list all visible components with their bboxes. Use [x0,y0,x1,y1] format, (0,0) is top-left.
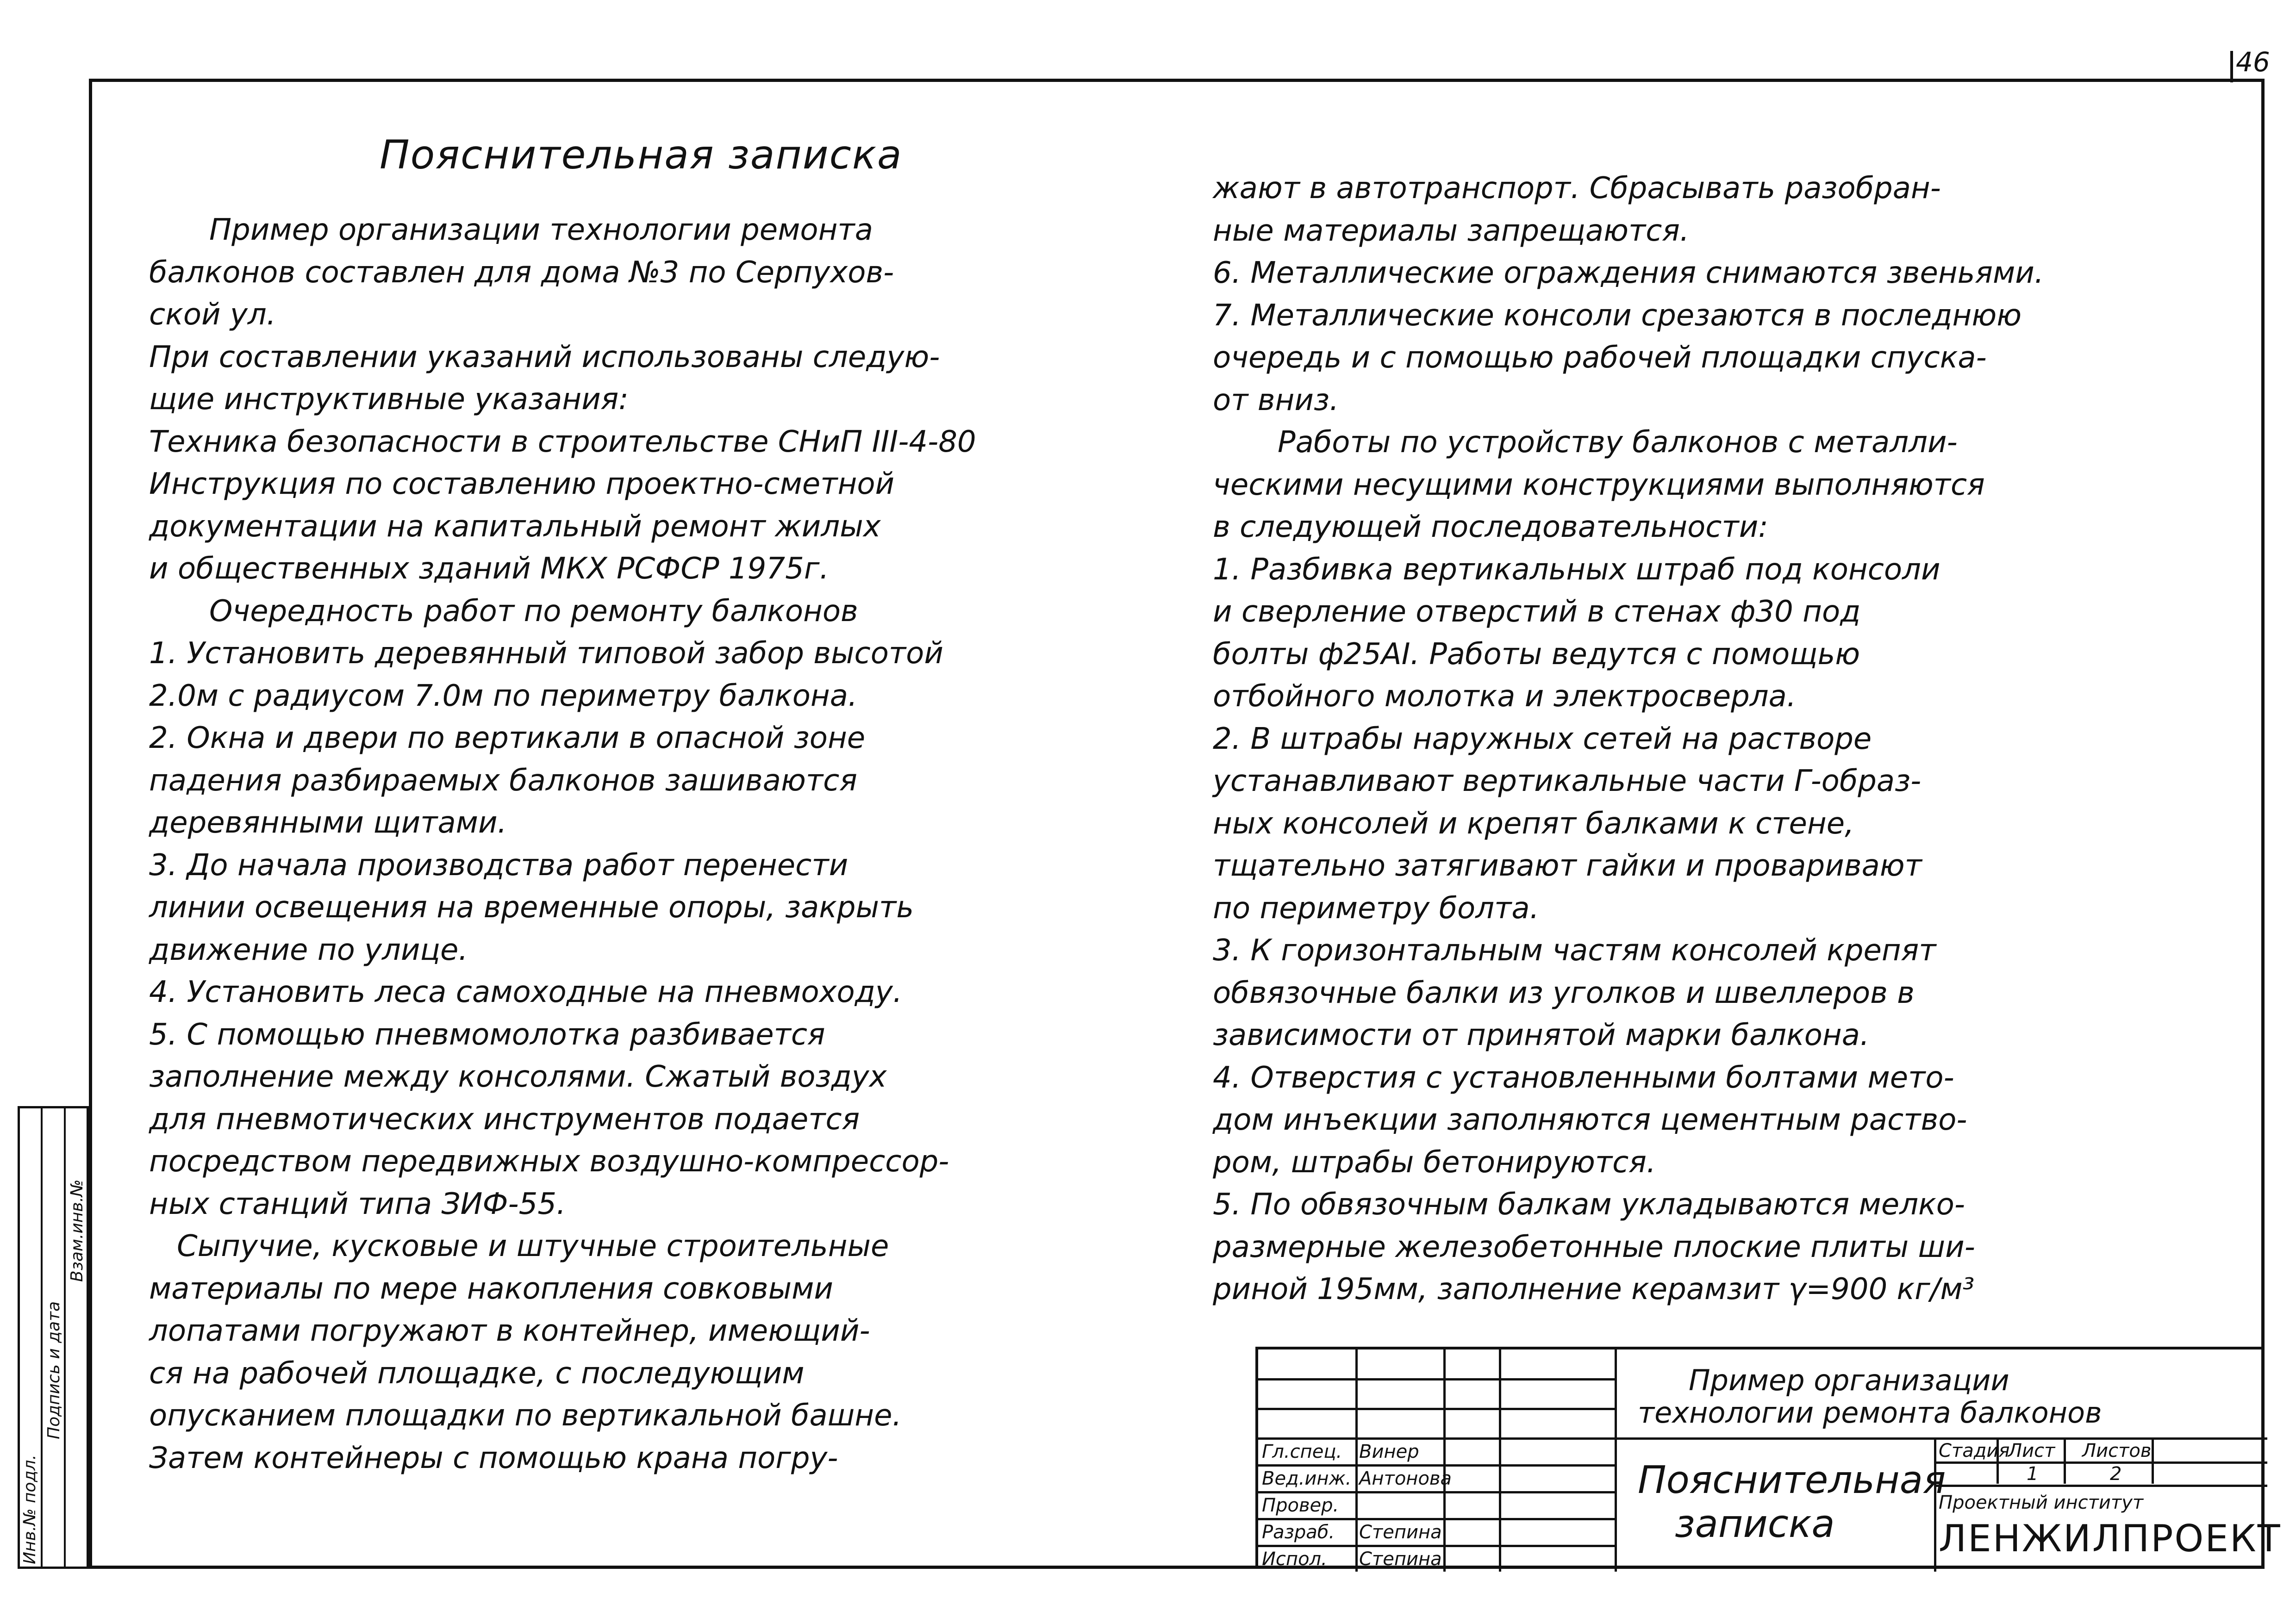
stamp-line [1258,1378,1615,1380]
text-line: болты ф25АI. Работы ведутся с помощью [1213,637,1860,672]
stamp-line [1355,1349,1358,1572]
stamp-line [1443,1349,1446,1572]
text-line: тщательно затягивают гайки и проваривают [1213,849,1922,883]
text-line: обвязочные балки из уголков и швеллеров в [1213,976,1915,1010]
text-line: Затем контейнеры с помощью крана погру- [149,1441,838,1475]
stamp-name: Антонова [1359,1468,1452,1489]
stamp-line [1258,1437,2267,1440]
stamp-line [1934,1485,2267,1487]
stamp-role: Испол. [1262,1548,1327,1570]
text-line: падения разбираемых балконов зашиваются [149,763,857,798]
stamp-line [1499,1349,1501,1572]
text-line: движение по улице. [149,933,468,967]
side-label-signature: Подпись и дата [44,1301,63,1439]
text-line: ром, штрабы бетонируются. [1213,1145,1656,1180]
text-line: и общественных зданий МКХ РСФСР 1975г. [149,552,829,586]
text-line: документации на капитальный ремонт жилых [149,509,881,544]
stamp-role: Разраб. [1262,1522,1335,1543]
text-line: Пример организации технологии ремонта [209,213,873,247]
text-line: балконов составлен для дома №3 по Серпухов- [149,255,894,290]
text-line: 2. В штрабы наружных сетей на растворе [1213,721,1872,756]
side-label-replacement: Взам.инв.№ [68,1179,87,1282]
stamp-line [1258,1518,1615,1520]
stamp-org-name: ЛЕНЖИЛПРОЕКТ [1939,1517,2282,1560]
stamp-line [1615,1349,1617,1572]
stamp-project-title-2: технологии ремонта балконов [1638,1396,2102,1430]
text-line: отбойного молотка и электросверла. [1213,679,1797,714]
text-line: риной 195мм, заполнение керамзит γ=900 кг/м³ [1213,1272,1975,1306]
stamp-role: Гл.спец. [1262,1441,1342,1462]
stamp-line [1258,1545,1615,1547]
stamp-sheet-title-1: Пояснительная [1638,1458,1946,1502]
stamp-stage-label: Стадия [1939,1440,2010,1461]
document-title: Пояснительная записка [380,132,903,178]
stamp-name: Степина [1359,1522,1442,1543]
stamp-line [2064,1437,2066,1484]
text-line: очередь и с помощью рабочей площадки спуска- [1213,341,1987,375]
stamp-line [1258,1408,1615,1410]
stamp-sheet-value: 1 [2027,1463,2039,1485]
text-line: Работы по устройству балконов с металли- [1278,425,1958,460]
stamp-sheet-label: Лист [2008,1440,2055,1461]
side-label-inventory: Инв.№ подл. [20,1455,39,1564]
text-line: устанавливают вертикальные части Г-образ- [1213,764,1922,798]
text-line: по периметру болта. [1213,891,1539,926]
text-line: щие инструктивные указания: [149,382,629,417]
text-line: 3. К горизонтальным частям консолей крепят [1213,933,1936,968]
page-number-bar [2230,51,2233,82]
text-line: 7. Металлические консоли срезаются в последнюю [1213,298,2022,333]
text-line: и сверление отверстий в стенах ф30 под [1213,595,1861,629]
text-line: 1. Разбивка вертикальных штраб под консоли [1213,552,1940,587]
text-line: в следующей последовательности: [1213,510,1768,544]
stamp-project-title-1: Пример организации [1689,1363,2009,1397]
text-line: Инструкция по составлению проектно-сметной [149,467,895,501]
stamp-line [1258,1464,1615,1467]
text-line: 3. До начала производства работ перенести [149,848,849,883]
title-block [1255,1347,2282,1570]
text-line: Сыпучие, кусковые и штучные строительные [177,1229,889,1263]
text-line: линии освещения на временные опоры, закрыть [149,890,914,925]
text-line: дом инъекции заполняются цементным раство- [1213,1103,1967,1137]
text-line: При составлении указаний использованы следую- [149,340,940,374]
text-line: от вниз. [1213,383,1339,417]
text-line: 4. Установить леса самоходные на пневмоходу. [149,975,903,1009]
stamp-role: Провер. [1262,1495,1339,1516]
text-line: для пневмотических инструментов подается [149,1102,860,1137]
text-line: Техника безопасности в строительстве СНиП III-4-80 [149,424,976,459]
text-line: 6. Металлические ограждения снимаются звеньями. [1213,256,2044,290]
page-number: 46 [2236,46,2270,78]
text-line: ных станций типа ЗИФ-55. [149,1187,566,1221]
text-line: Очередность работ по ремонту балконов [209,594,858,628]
text-line: ных консолей и крепят балками к стене, [1213,806,1854,841]
stamp-name: Степина [1359,1548,1442,1570]
text-line: ные материалы запрещаются. [1213,213,1690,248]
text-line: лопатами погружают в контейнер, имеющий- [149,1314,870,1348]
binding-strip [18,1106,92,1569]
text-line: заполнение между консолями. Сжатый воздух [149,1060,887,1094]
text-line: ской ул. [149,298,276,332]
text-line: размерные железобетонные плоские плиты ши- [1213,1230,1975,1264]
stamp-line [1258,1491,1615,1493]
text-line: ческими несущими конструкциями выполняются [1213,467,1985,502]
stamp-org-caption: Проектный институт [1939,1492,2144,1513]
text-line: материалы по мере накопления совковыми [149,1271,833,1306]
text-line: посредством передвижных воздушно-компрессор- [149,1144,949,1179]
text-line: 2.0м с радиусом 7.0м по периметру балкона. [149,678,858,713]
stamp-name: Винер [1359,1441,1419,1462]
text-line: зависимости от принятой марки балкона. [1213,1018,1870,1052]
stamp-sheets-label: Листов [2082,1440,2152,1461]
stamp-sheets-value: 2 [2110,1463,2122,1485]
text-line: жают в автотранспорт. Сбрасывать разобран- [1213,171,1941,205]
text-line: деревянными щитами. [149,806,507,840]
text-line: 5. По обвязочным балкам укладываются мелко- [1213,1188,1965,1222]
text-line: 5. С помощью пневмомолотка разбивается [149,1017,825,1052]
stamp-line [1934,1437,1936,1572]
stamp-line [1934,1461,2267,1464]
stamp-sheet-title-2: записка [1675,1502,1835,1546]
text-line: ся на рабочей площадке, с последующим [149,1356,805,1391]
text-line: 4. Отверстия с установленными болтами мето- [1213,1060,1954,1095]
text-line: опусканием площадки по вертикальной башне. [149,1399,902,1433]
text-line: 1. Установить деревянный типовой забор высотой [149,636,943,671]
stamp-line [2152,1437,2154,1484]
text-line: 2. Окна и двери по вертикали в опасной зоне [149,721,866,755]
stamp-role: Вед.инж. [1262,1468,1352,1489]
